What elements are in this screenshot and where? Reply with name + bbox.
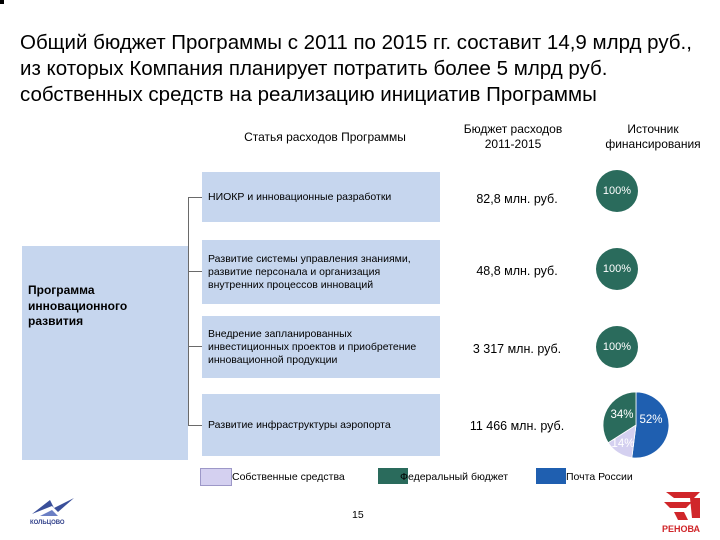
row-4-label: Развитие инфраструктуры аэропорта [208, 418, 391, 431]
pie-label-own: 14% [611, 438, 635, 450]
header-budget-line2: 2011-2015 [484, 137, 542, 151]
header-budget-line1: Бюджет расходов [463, 122, 563, 136]
program-label [28, 283, 127, 330]
connector-row-4 [188, 425, 202, 426]
row-3-label-box [202, 316, 440, 378]
row-3-amount: 3 317 млн. руб. [472, 342, 562, 356]
slide-title: Общий бюджет Программы с 2011 по 2015 гг. составит 14,9 млрд руб., из которых Компания планирует потратить более 5 млрд руб. собственных средств на реализацию инициатив Программы [20, 31, 692, 106]
row-3-label: Внедрение запланированных инвестиционных проектов и приобретение инновационной продукции [208, 327, 417, 366]
pie-label-post: 52% [639, 414, 663, 426]
legend-label-federal: Федеральный бюджет [400, 471, 509, 483]
row-2-source-circle [596, 248, 638, 290]
legend-label-post: Почта России [566, 471, 633, 483]
row-2-label-box [202, 240, 440, 304]
row-1-label: НИОКР и инновационные разработки [208, 190, 392, 203]
row-2-label: Развитие системы управления знаниями, развитие персонала и организация внутренних процессов инноваций [208, 252, 411, 291]
program-box [22, 246, 188, 460]
connector-row-2 [188, 271, 202, 272]
row-3-source-circle [596, 326, 638, 368]
row-3-source-label: 100% [602, 341, 632, 353]
legend-label-own: Собственные средства [232, 471, 345, 483]
row-1-label-box [202, 172, 440, 222]
program-label-line2: инновационного [28, 298, 128, 313]
row-1-source-label: 100% [602, 185, 632, 197]
page-number: 15 [352, 509, 364, 521]
legend-swatch-post [536, 468, 566, 484]
slide-corner-mark [0, 0, 4, 4]
renova-logo-icon [660, 488, 706, 522]
row-1-source-circle [596, 170, 638, 212]
legend-swatch-own [200, 468, 232, 486]
connector-row-1 [188, 197, 202, 198]
airport-logo-icon [28, 494, 78, 522]
header-source [590, 122, 716, 152]
row-1-amount: 82,8 млн. руб. [476, 192, 558, 206]
row-4-source-pie [590, 380, 690, 460]
program-label-line1: Программа [28, 283, 95, 297]
header-article: Статья расходов Программы [244, 130, 406, 144]
connector-row-3 [188, 346, 202, 347]
row-4-label-box [202, 394, 440, 456]
renova-logo-text: РЕНОВА [662, 524, 701, 534]
airport-logo-text: КОЛЬЦОВО [30, 520, 65, 526]
row-2-amount: 48,8 млн. руб. [476, 264, 558, 278]
row-2-source-label: 100% [602, 263, 632, 275]
program-label-line3: развития [28, 314, 84, 328]
header-source-line1: Источник [627, 122, 679, 136]
row-4-amount: 11 466 млн. руб. [469, 419, 565, 433]
header-source-line2: финансирования [605, 137, 701, 151]
header-budget [445, 122, 581, 152]
pie-label-federal: 34% [610, 409, 634, 421]
connector-vertical [188, 197, 189, 425]
